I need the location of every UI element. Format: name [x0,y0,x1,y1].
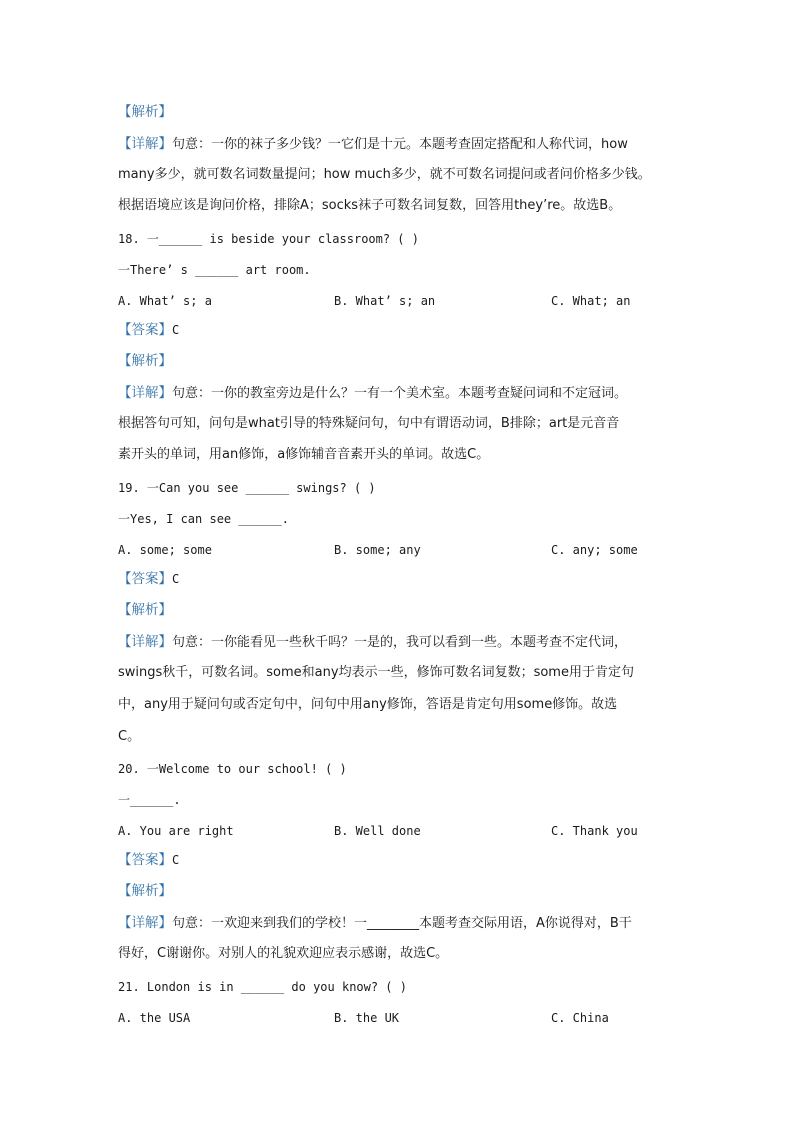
q18-response: 一There’ s ______ art room. [118,263,311,277]
q19-detail-text-1: 句意：一你能看见一些秋千吗？一是的，我可以看到一些。本题考查不定代词， [172,635,628,650]
q18-analysis [118,351,678,372]
q20-detail-text-1: 句意：一欢迎来到我们的学校！一________本题考查交际用语，A你说得对，B干 [172,916,632,931]
q18-detail-line-1 [118,383,678,404]
q17-detail-line-2: many多少，就可数名词数量提问；how much多少，就不可数名词提问或者问价格多少钱。 [118,167,651,182]
q18-option-a: A. What’ s; a [118,294,212,308]
q20-answer-value: C [172,853,180,867]
q21-option-b: B. the UK [334,1011,400,1025]
q19-answer [118,569,678,590]
q20-option-a: A. You are right [118,824,234,838]
q18-detail-line-3: 素开头的单词，用an修饰，a修饰辅音音素开头的单词。故选C。 [118,447,490,462]
q18-question: 18. 一______ is beside your classroom? ( ) [118,232,419,246]
q20-response: 一______. [118,793,181,807]
q17-detail-text-1: 句意：一你的袜子多少钱？一它们是十元。本题考查固定搭配和人称代词，how [172,137,628,152]
q18-answer-value: C [172,323,180,337]
analysis-tag: 【解析】 [118,883,172,899]
analysis-tag: 【解析】 [118,602,172,618]
q20-answer [118,850,678,871]
q17-detail-line-3: 根据语境应该是询问价格，排除A；socks袜子可数名词复数，回答用they’re。故选B。 [118,198,622,213]
q19-detail-line-2: swings秋千，可数名词。some和any均表示一些，修饰可数名词复数；some用于肯定句 [118,665,634,680]
q17-analysis [118,102,678,123]
analysis-tag: 【解析】 [118,353,172,369]
q18-answer [118,320,678,341]
q20-question: 20. 一Welcome to our school! ( ) [118,762,347,776]
q19-response: 一Yes, I can see ______. [118,512,289,526]
q18-option-b: B. What’ s; an [334,294,436,308]
detail-tag: 【详解】 [118,634,172,650]
q20-detail-line-1 [118,913,678,934]
answer-tag: 【答案】 [118,852,172,868]
q19-option-a: A. some; some [118,543,212,557]
q19-detail-line-1 [118,632,678,653]
q17-detail-line-1 [118,134,678,155]
q19-question: 19. 一Can you see ______ swings? ( ) [118,481,376,495]
detail-tag: 【详解】 [118,136,172,152]
q20-option-b: B. Well done [334,824,421,838]
detail-tag: 【详解】 [118,385,172,401]
q18-detail-line-2: 根据答句可知，问句是what引导的特殊疑问句，句中有谓语动词，B排除；art是元音音 [118,416,620,431]
analysis-tag: 【解析】 [118,104,172,120]
q21-question: 21. London is in ______ do you know? ( ) [118,980,407,994]
q19-option-b: B. some; any [334,543,421,557]
q20-option-c: C. Thank you [551,824,638,838]
q19-answer-value: C [172,572,180,586]
answer-tag: 【答案】 [118,571,172,587]
q20-detail-line-2: 得好，C谢谢你。对别人的礼貌欢迎应表示感谢，故选C。 [118,946,449,961]
q18-option-c: C. What; an [551,294,631,308]
q19-detail-line-3: 中，any用于疑问句或否定句中，问句中用any修饰，答语是肯定句用some修饰。故选 [118,697,618,712]
q20-analysis [118,881,678,902]
q21-option-a: A. the USA [118,1011,191,1025]
q19-detail-line-4: C。 [118,729,141,744]
q21-option-c: C. China [551,1011,609,1025]
detail-tag: 【详解】 [118,915,172,931]
q18-detail-text-1: 句意：一你的教室旁边是什么？一有一个美术室。本题考查疑问词和不定冠词。 [172,386,628,401]
answer-tag: 【答案】 [118,322,172,338]
q19-option-c: C. any; some [551,543,638,557]
q19-analysis [118,600,678,621]
